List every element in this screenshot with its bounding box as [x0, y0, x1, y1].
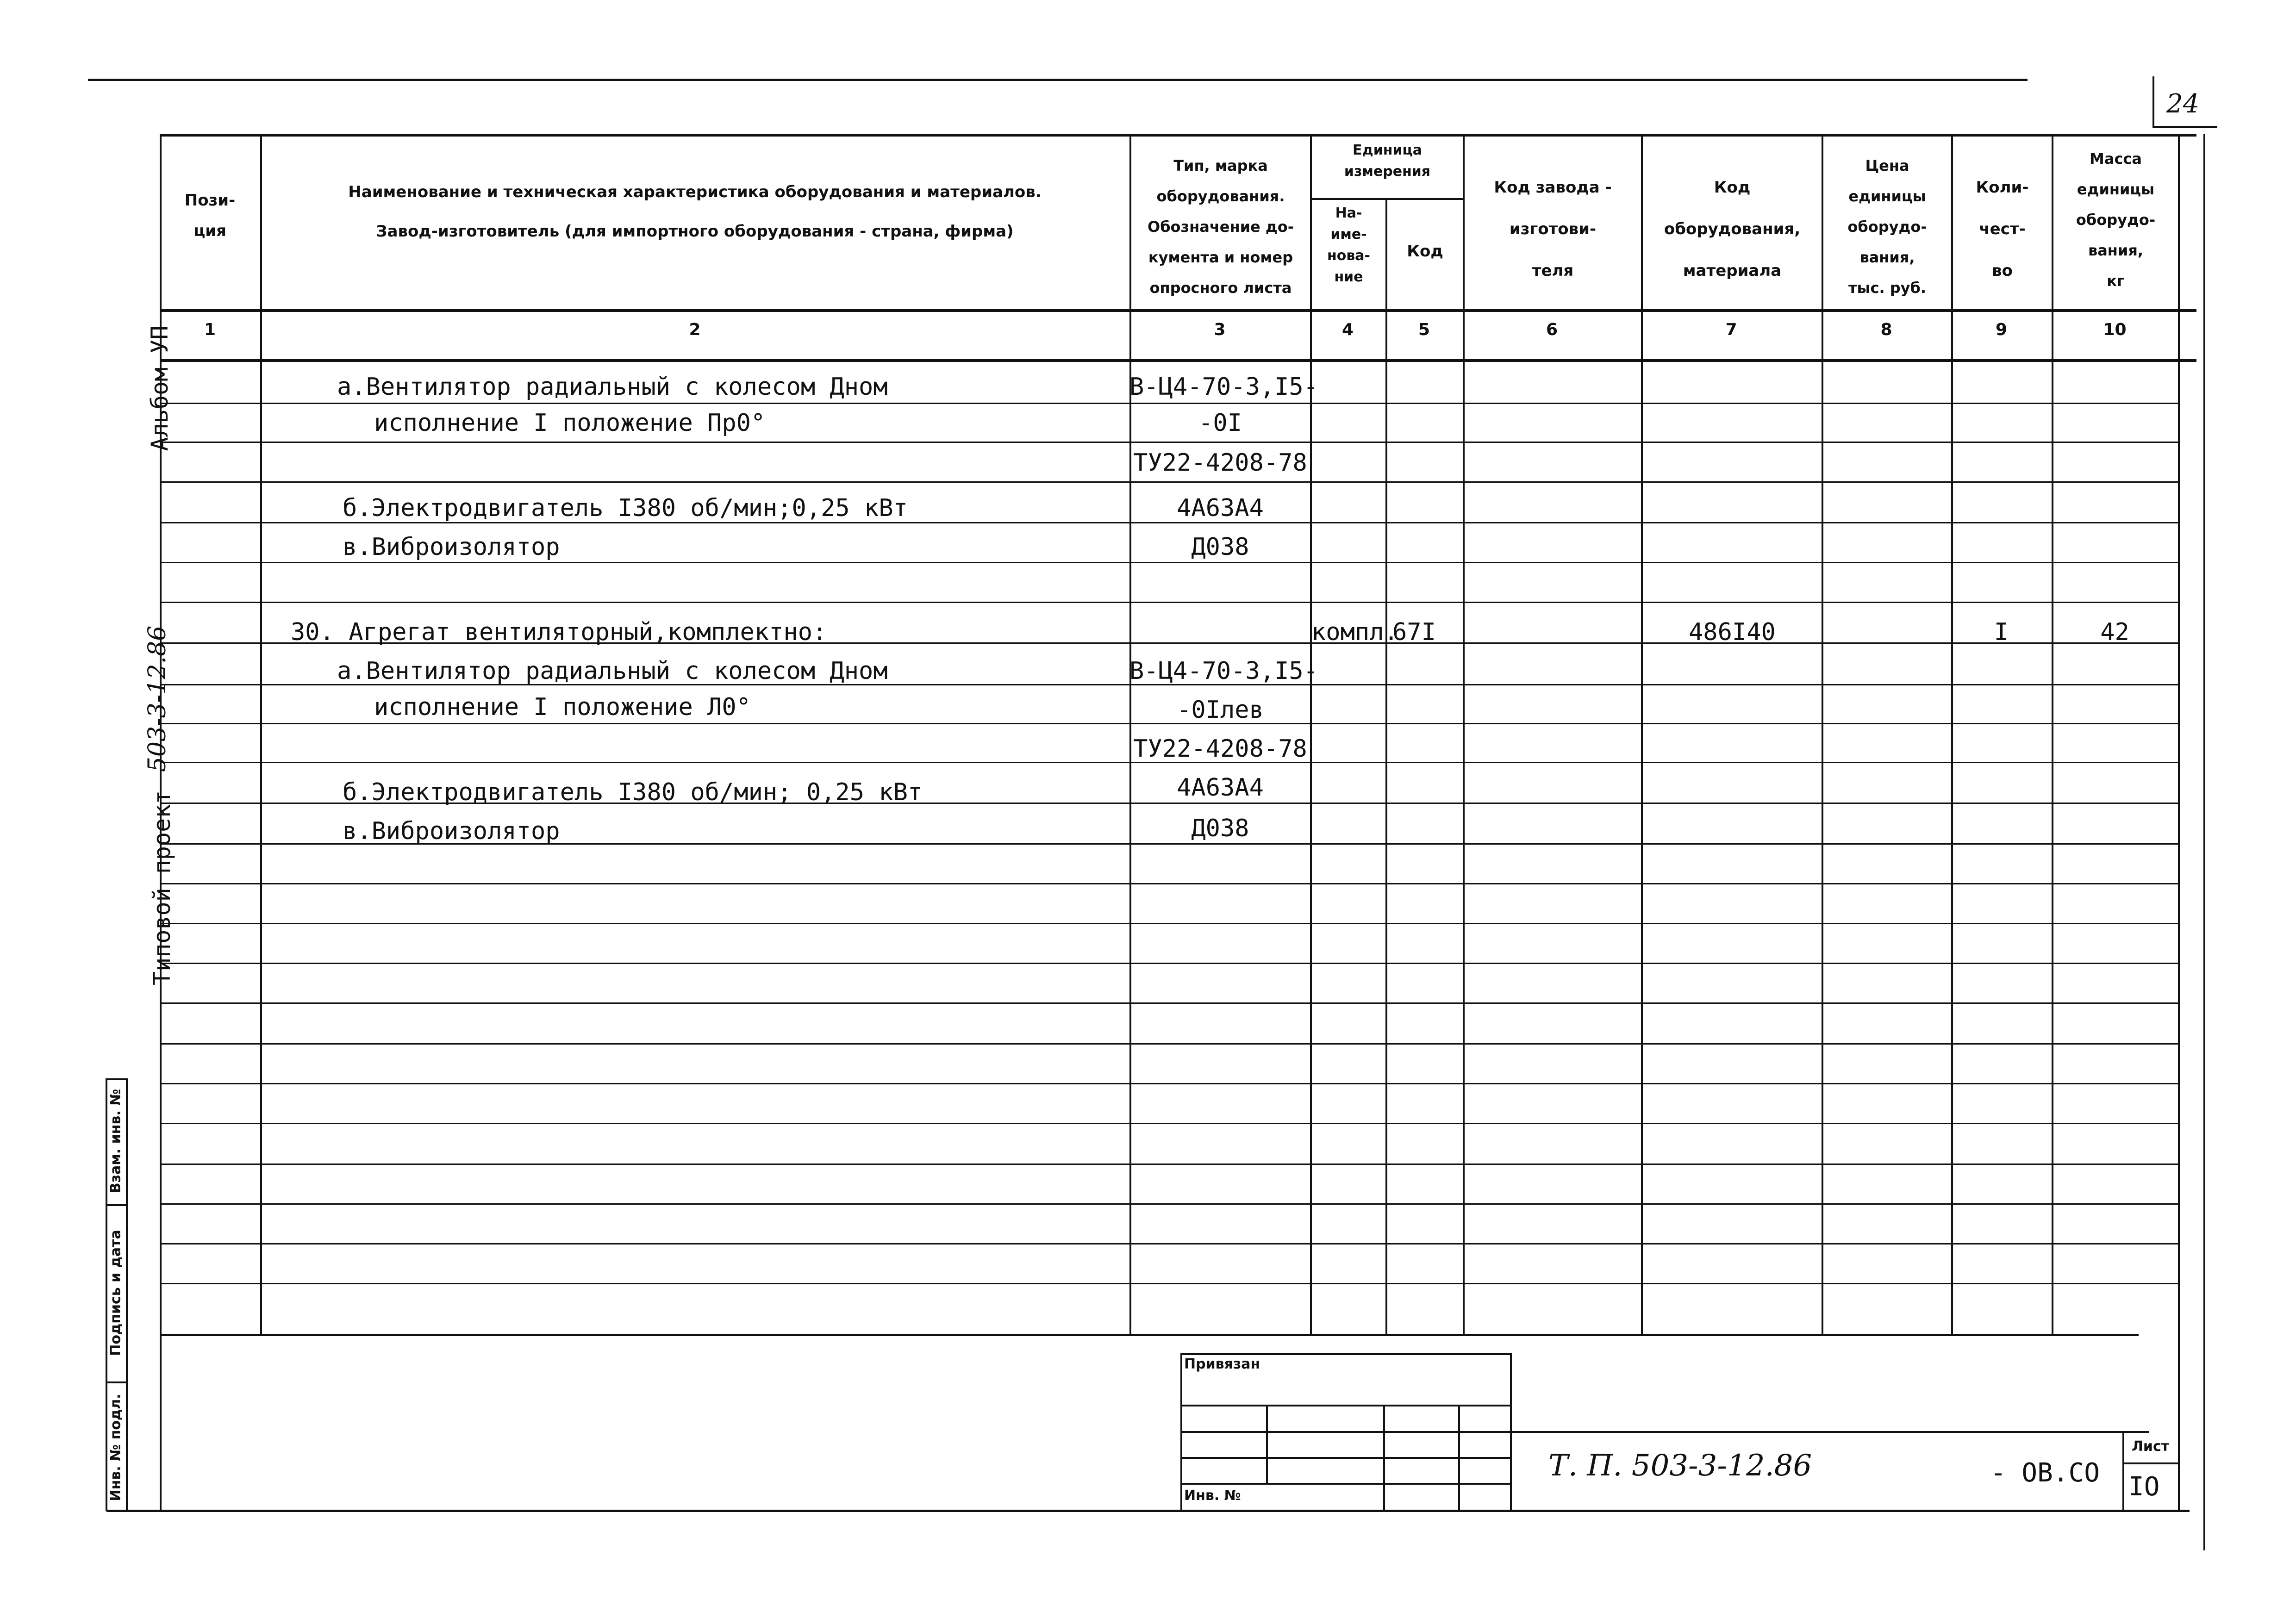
colnum-5: 5: [1418, 320, 1430, 339]
col-line-7-8: [1822, 134, 1823, 1335]
colnum-bottom-border: [160, 359, 2196, 362]
row-1-name: а.Вентилятор радиальный с колесом Дном: [337, 373, 888, 401]
margin-project-code: 503-3-12.86: [144, 625, 171, 772]
colnum-2: 2: [689, 320, 701, 339]
sheet-box-mid: [2122, 1462, 2178, 1464]
row-line-6: [160, 602, 2178, 603]
col-line-9-10: [2052, 134, 2053, 1335]
page-bottom-border: [106, 1510, 2190, 1512]
header-quantity: Коли- чест- во: [1976, 178, 2029, 280]
col-line-1-2: [260, 134, 262, 1335]
header-name: Наименование и техническая характеристика оборудования и материалов. Завод-изготовитель (для импортного оборудования - страна, фирма): [348, 183, 1042, 241]
col-line-5-6: [1463, 134, 1465, 1335]
row-2-type: -0I: [1198, 409, 1242, 437]
colnum-10: 10: [2103, 320, 2127, 339]
title-block-divider: [1510, 1431, 2149, 1433]
row-line-3: [160, 481, 2178, 483]
row-7-name: 30. Агрегат вентиляторный,комплектно:: [291, 618, 827, 646]
doc-code: Т. П. 503-3-12.86: [1548, 1449, 1812, 1483]
sheet-value: IO: [2128, 1472, 2160, 1502]
stamp-col-left: [106, 1078, 107, 1511]
row-7-qty: I: [1994, 618, 2009, 646]
row-line-17: [160, 1043, 2178, 1045]
row-line-16: [160, 1002, 2178, 1004]
colnum-3: 3: [1214, 320, 1226, 339]
row-12-type: Д038: [1191, 815, 1249, 842]
row-10-type: ТУ22-4208-78: [1133, 735, 1307, 763]
sheet-number-border-left: [2152, 76, 2154, 127]
colnum-4: 4: [1341, 320, 1354, 339]
row-7-mass: 42: [2100, 618, 2129, 646]
sheet-number-border-bottom: [2152, 126, 2217, 128]
stamp-col-mid: [126, 1078, 128, 1511]
stamp-inv-podl: Инв. № подл.: [107, 1394, 124, 1501]
row-3-type: ТУ22-4208-78: [1133, 449, 1307, 477]
row-8-name: а.Вентилятор радиальный с колесом Дном: [337, 657, 888, 685]
row-2-name: исполнение I положение Пр0°: [374, 409, 766, 437]
sheet-label: Лист: [2132, 1438, 2170, 1455]
privyazan-top: [1180, 1353, 1511, 1355]
row-line-4: [160, 522, 2178, 523]
row-1-type: В-Ц4-70-3,I5-: [1129, 373, 1318, 401]
colnum-1: 1: [204, 320, 216, 339]
colnum-9: 9: [1995, 320, 2008, 339]
row-7-equip-code: 486I40: [1689, 618, 1776, 646]
header-equip-code: Код оборудования, материала: [1664, 178, 1801, 280]
row-line-18: [160, 1083, 2178, 1084]
sheet-number: 24: [2166, 89, 2200, 119]
header-price: Цена единицы оборудо- вания, тыс. руб.: [1847, 157, 1927, 297]
header-unit-code: Код: [1407, 242, 1443, 261]
header-position: Пози- ция: [184, 191, 236, 240]
header-bottom-border: [160, 309, 2196, 312]
unit-group-divider: [1310, 198, 1465, 200]
row-line-21: [160, 1203, 2178, 1205]
row-11-type: 4А63А4: [1177, 774, 1264, 802]
right-edge-line: [2203, 134, 2205, 1550]
privyazan-row-4: [1180, 1483, 1511, 1485]
row-4-name: б.Электродвигатель I380 об/мин;0,25 кВт: [343, 494, 908, 522]
row-line-5: [160, 562, 2178, 563]
row-line-2: [160, 442, 2178, 443]
colnum-7: 7: [1725, 320, 1737, 339]
col-line-right: [2178, 134, 2180, 1511]
margin-project-label: Типовой проект: [149, 790, 175, 985]
row-line-13: [160, 883, 2178, 884]
privyazan-label: Привязан: [1184, 1356, 1260, 1372]
inv-no-label: Инв. №: [1184, 1487, 1241, 1504]
row-line-14: [160, 923, 2178, 924]
header-unit-name: На- име- нова- ние: [1327, 205, 1371, 285]
header-plant-code: Код завода - изготови- теля: [1494, 178, 1612, 280]
row-5-name: в.Виброизолятор: [343, 533, 560, 561]
privyazan-col-1: [1266, 1405, 1268, 1484]
privyazan-row-2: [1180, 1431, 1511, 1433]
row-line-22: [160, 1243, 2178, 1244]
row-8-type: В-Ц4-70-3,I5-: [1129, 657, 1318, 685]
header-unit-group: Единица измерения: [1344, 142, 1431, 180]
row-line-15: [160, 963, 2178, 964]
row-5-type: Д038: [1191, 533, 1249, 561]
sheet-box-left: [2122, 1431, 2124, 1512]
header-mass: Масса единицы оборудо- вания, кг: [2076, 150, 2156, 290]
row-line-1: [160, 403, 2178, 404]
row-9-type: -0Iлев: [1177, 696, 1264, 724]
margin-album: Альбом УП: [146, 325, 173, 451]
colnum-8: 8: [1880, 320, 1892, 339]
header-type: Тип, марка оборудования. Обозначение до- кумента и номер опросного листа: [1148, 157, 1294, 297]
privyazan-row-3: [1180, 1457, 1511, 1459]
table-bottom-border: [160, 1334, 2139, 1336]
row-line-19: [160, 1123, 2178, 1124]
col-line-8-9: [1951, 134, 1953, 1335]
row-9-name: исполнение I положение Л0°: [374, 693, 751, 721]
doc-suffix: - ОВ.СО: [1990, 1458, 2100, 1488]
row-11-name: б.Электродвигатель I380 об/мин; 0,25 кВт: [343, 778, 923, 806]
privyazan-row-1: [1180, 1405, 1511, 1406]
row-line-20: [160, 1164, 2178, 1165]
stamp-inv-vzam: Взам. инв. №: [107, 1089, 124, 1194]
top-border-line: [88, 79, 2028, 81]
table-top-border: [160, 134, 2196, 137]
row-7-unit-code: 67I: [1392, 618, 1436, 646]
stamp-sign-date: Подпись и дата: [107, 1230, 124, 1356]
row-4-type: 4А63А4: [1177, 494, 1264, 522]
col-line-6-7: [1641, 134, 1643, 1335]
row-12-name: в.Виброизолятор: [343, 817, 560, 845]
row-line-23: [160, 1283, 2178, 1284]
colnum-6: 6: [1546, 320, 1558, 339]
row-7-unit: компл.: [1311, 618, 1398, 646]
